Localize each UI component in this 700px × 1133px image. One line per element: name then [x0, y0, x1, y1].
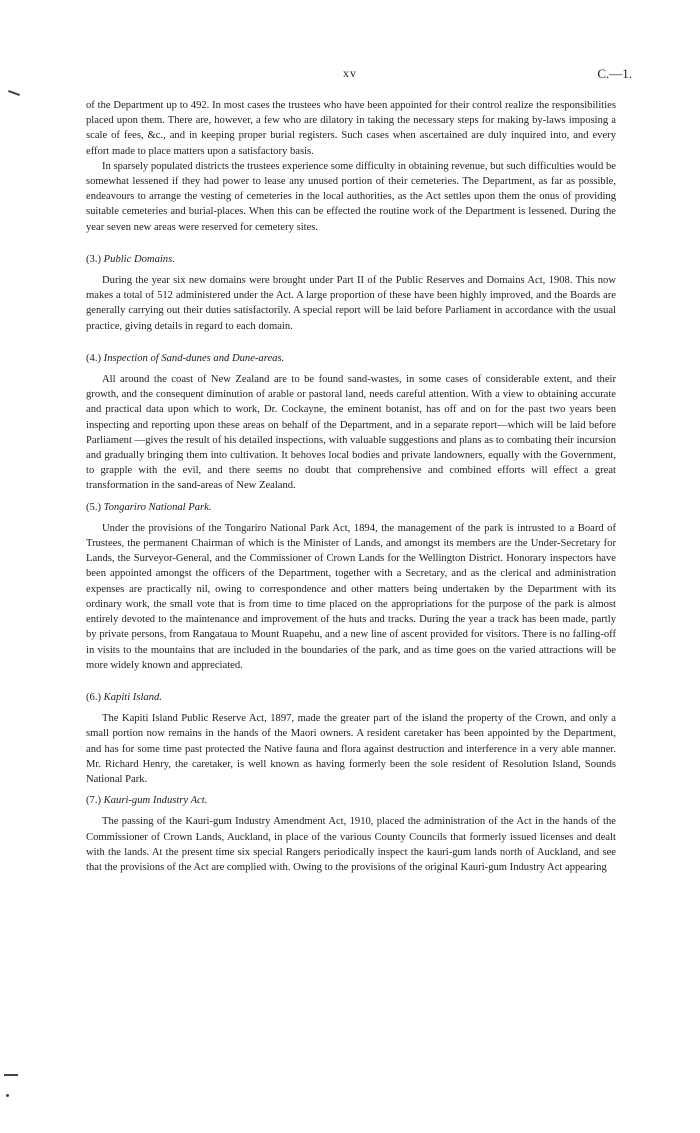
paragraph-tongariro: Under the provisions of the Tongariro National Park Act, 1894, the management of the park is intrusted to a Board of Trustees, the permanent Chairman of which is the Minister of Lands, and amongst its members are the Under-Secretary for Lands, the Surveyor-General, and the Commissioner of Crown Lands for the Wellington District. Honorary inspectors have been appointed amongst the officers of the Department, together with a Secretary, and as the clerical and administration expenses are practically nil, owing to correspondence and other matters being undertaken by the Department with its ordinary work, the small vote that is from time to time placed on the appropriations for the purpose of the park is almost entirely devoted to the maintenance and improvement of the huts and tracks. During the year a track has been made, partly by private persons, from Rangataua to Mount Ruapehu, and a new line of ascent provided for visitors. There is no falling-off in visits to the mountains that are included in the boundaries of the park, and as time goes on the varied attractions will be more widely known and appreciated.	[86, 522, 616, 671]
heading-title: Tongariro National Park.	[103, 501, 212, 513]
heading-number: (5.)	[86, 501, 102, 513]
document-reference: C.—1.	[597, 66, 632, 81]
paragraph-cemeteries-revenue: In sparsely populated districts the trustees experience some difficulty in obtaining revenue, but such difficulties would be somewhat lessened if they had power to lease any unused portion of their cemeteries. The Department, as far as possible, endeavours to arrange the vesting of cemeteries in the local authorities, as the Act settles upon them the onus of providing suitable cemeteries and burial-places. When this can be effected the routine work of the Department is lessened. During the year seven new areas were reserved for cemetery sites.	[86, 160, 616, 233]
heading-number: (7.)	[86, 795, 102, 807]
scan-mark-bottom-left	[4, 1074, 18, 1076]
scan-dot-bottom-left	[6, 1094, 9, 1097]
paragraph-sand-dunes: All around the coast of New Zealand are to be found sand-wastes, in some cases of considerable extent, and their growth, and the consequent diminution of arable or pastoral land, needs careful attention. With a view to obtaining accurate and practical data upon which to work, Dr. Cockayne, the eminent botanist, has off and on for the past two years been inspecting and reporting upon these areas on behalf of the Department, and in a separate report—which will be laid before Parliament —gives the result of his detailed inspections, with valuable suggestions and plans as to combating their incursion and gradually bringing them into cultivation. It behoves local bodies and private landowners, equally with the Government, to grapple with the evil, and there seems no doubt that comprehensive and combined efforts will effect a great transformation in the sand-areas of New Zealand.	[86, 374, 616, 492]
page-number: xv	[343, 66, 357, 80]
heading-number: (3.)	[86, 253, 102, 265]
heading-title: Inspection of Sand-dunes and Dune-areas.	[103, 352, 285, 364]
paragraph-kapiti: The Kapiti Island Public Reserve Act, 1897, made the greater part of the island the property of the Crown, and only a small portion now remains in the hands of the Maori owners. A resident caretaker has been appointed by the Department, and has for some time past protected the Native fauna and flora against destruction and interference in a very able manner. Mr. Richard Henry, the caretaker, is well known as having formerly been the sole resident of Resolution Island, Sounds National Park.	[86, 713, 616, 785]
heading-title: Kauri-gum Industry Act.	[103, 795, 208, 807]
heading-public-domains	[86, 252, 616, 267]
document-body	[86, 98, 616, 875]
paragraph-kauri-gum: The passing of the Kauri-gum Industry Amendment Act, 1910, placed the administration of the Act in the hands of the Commissioner of Crown Lands, Auckland, in place of the various County Councils that formerly issued licenses and dealt with the lands. At the present time six special Rangers periodically inspect the kauri-gum lands north of Auckland, and see that the provisions of the Act are complied with. Owing to the provisions of the original Kauri-gum Industry Act appearing	[86, 816, 616, 873]
heading-kapiti	[86, 690, 616, 705]
heading-kauri-gum	[86, 793, 616, 808]
page-header	[0, 66, 700, 84]
heading-tongariro	[86, 500, 616, 515]
scan-mark-top-left	[8, 90, 20, 96]
paragraph-cemeteries-trustees: of the Department up to 492. In most cases the trustees who have been appointed for their control realize the responsibilities placed upon them. There are, however, a few who are dilatory in taking the necessary steps for making by-laws imposing a scale of fees, &c., and in keeping proper burial registers. Such cases when ascertained are duly inquired into, and every effort made to place matters upon a satisfactory basis.	[86, 100, 616, 157]
heading-title: Kapiti Island.	[103, 691, 162, 703]
heading-number: (6.)	[86, 691, 102, 703]
heading-title: Public Domains.	[103, 253, 175, 265]
heading-sand-dunes	[86, 351, 616, 366]
paragraph-public-domains: During the year six new domains were brought under Part II of the Public Reserves and Domains Act, 1908. This now makes a total of 512 administered under the Act. A large proportion of these have been highly improved, and the Boards are generally carrying out their duties satisfactorily. A special report will be laid before Parliament in accordance with the usual practice, giving details in regard to each domain.	[86, 275, 616, 332]
heading-number: (4.)	[86, 352, 102, 364]
